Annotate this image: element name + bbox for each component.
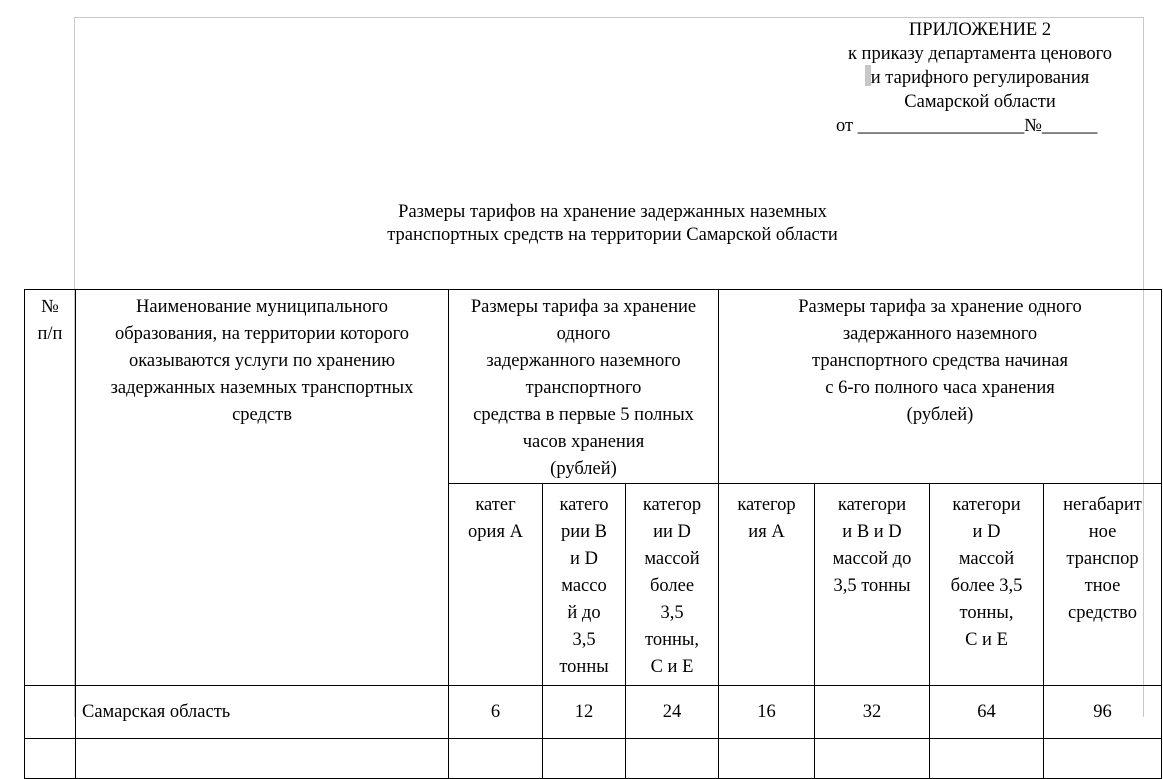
row-number xyxy=(25,686,76,739)
table-row xyxy=(25,686,1162,739)
appendix-line-2: и тарифного регулирования xyxy=(870,68,1090,88)
document-title-line-1: Размеры тарифов на хранение задержанных наземных xyxy=(398,202,827,222)
empty-cell xyxy=(449,739,543,779)
empty-cell xyxy=(25,739,76,779)
row-municipality-name: Самарская область xyxy=(76,686,449,739)
appendix-line-3: Самарской области xyxy=(904,92,1056,112)
subheader-cell: категор ии D массой более 3,5 тонны, C и E xyxy=(626,484,719,686)
appendix-title: ПРИЛОЖЕНИЕ 2 xyxy=(908,20,1052,40)
tariff-value: 64 xyxy=(930,686,1044,739)
subheader-cell: категори и D массой более 3,5 тонны, C и E xyxy=(930,484,1044,686)
empty-cell xyxy=(719,739,815,779)
order-reference: от __________________№______ xyxy=(836,116,1098,136)
empty-cell xyxy=(76,739,449,779)
tariff-value: 16 xyxy=(719,686,815,739)
header-number: № п/п xyxy=(25,290,76,686)
tariff-value: 96 xyxy=(1044,686,1162,739)
header-row xyxy=(25,290,1162,484)
appendix-line-1: к приказу департамента ценового xyxy=(847,44,1113,64)
empty-cell xyxy=(930,739,1044,779)
subheader-cell: катего рии В и D массо й до 3,5 тонны xyxy=(543,484,626,686)
tariff-value: 24 xyxy=(626,686,719,739)
document-title-line-2: транспортных средств на территории Самарской области xyxy=(387,225,838,245)
text-cursor xyxy=(865,65,871,86)
empty-cell xyxy=(543,739,626,779)
tariff-value: 32 xyxy=(815,686,930,739)
header-first-5-hours: Размеры тарифа за хранение одного задержанного наземного транспортного средства в первые 5 полных часов хранения (рублей) xyxy=(449,290,719,484)
table-row-empty xyxy=(25,739,1162,779)
empty-cell xyxy=(815,739,930,779)
tariff-value: 12 xyxy=(543,686,626,739)
subheader-cell: негабарит ное транспор тное средство xyxy=(1044,484,1162,686)
subheader-cell: категор ия А xyxy=(719,484,815,686)
empty-cell xyxy=(1044,739,1162,779)
empty-cell xyxy=(626,739,719,779)
subheader-cell: катег ория А xyxy=(449,484,543,686)
tariff-value: 6 xyxy=(449,686,543,739)
document-title xyxy=(300,201,925,247)
subheader-cell: категори и В и D массой до 3,5 тонны xyxy=(815,484,930,686)
tariff-table xyxy=(24,289,1162,779)
header-from-6th-hour: Размеры тарифа за хранение одного задержанного наземного транспортного средства начиная с 6-го полного часа хранения (рублей) xyxy=(719,290,1162,484)
header-municipality: Наименование муниципального образования, на территории которого оказываются услуги по хранению задержанных наземных транспортных средств xyxy=(76,290,449,686)
